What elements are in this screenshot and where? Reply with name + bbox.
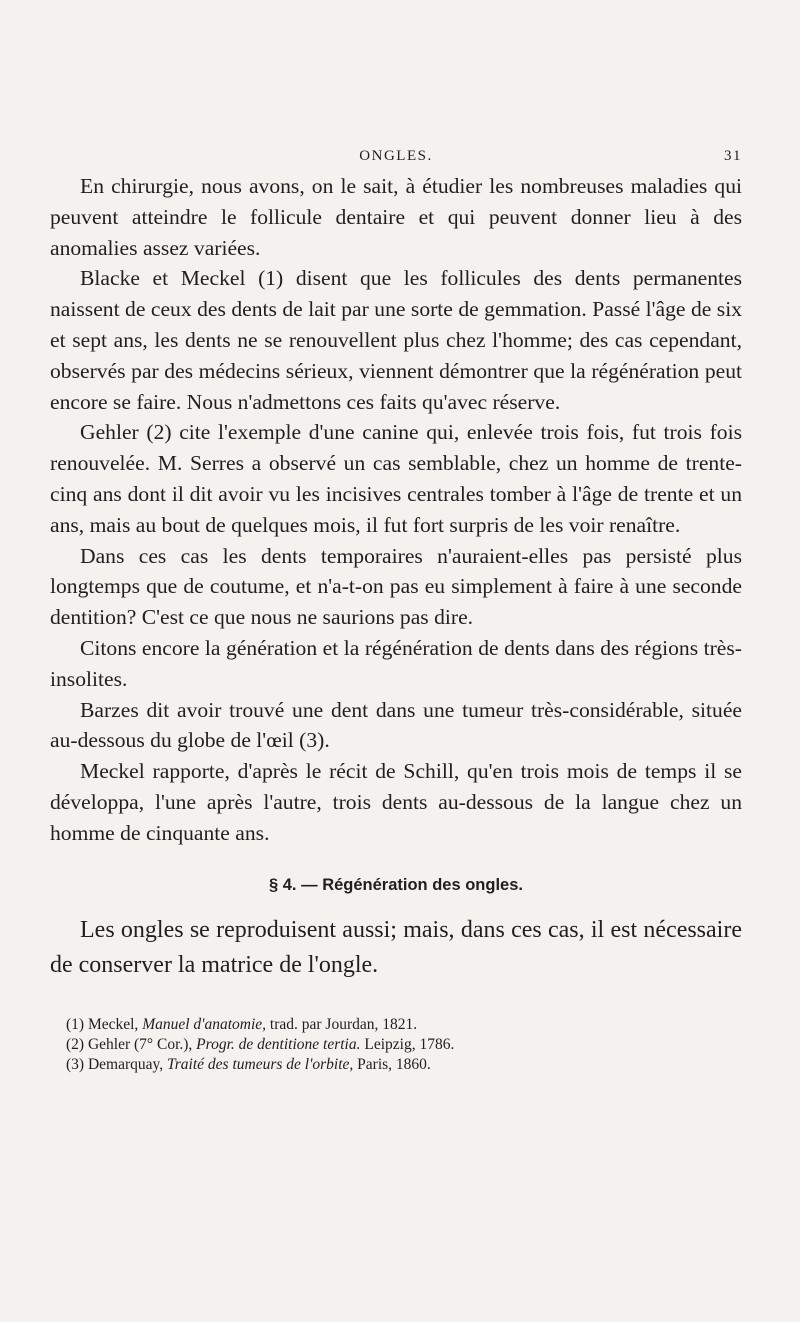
footnote-author: Demarquay, <box>87 1056 164 1073</box>
section-body <box>50 913 742 983</box>
footnote <box>66 1035 742 1055</box>
paragraph: Barzes dit avoir trouvé une dent dans une tumeur très-considérable, située au-dessous du globe de l'œil (3). <box>50 697 742 753</box>
paragraph: Dans ces cas les dents temporaires n'auraient-elles pas persisté plus longtemps que de coutume, et n'a-t-on pas eu simplement à faire à une seconde dentition? C'est ce que nous ne saurions pas dire. <box>50 543 742 630</box>
footnote <box>66 1015 742 1035</box>
paragraph: En chirurgie, nous avons, on le sait, à étudier les nombreuses maladies qui peuvent atteindre le follicule dentaire et qui peuvent donner lieu à des anomalies assez variées. <box>50 174 742 260</box>
footnote <box>66 1055 742 1075</box>
footnote-rest: Paris, 1860. <box>357 1056 431 1073</box>
paragraph: Citons encore la génération et la régénération de dents dans des régions très-insolites. <box>50 635 742 691</box>
footnote-mark: (2) <box>66 1036 85 1053</box>
footnote-work: Manuel d'anatomie, <box>142 1016 267 1033</box>
footnote-author: Meckel, <box>87 1016 139 1033</box>
paragraph: Blacke et Meckel (1) disent que les follicules des dents permanentes naissent de ceux des dents de lait par une sorte de gemmation. Passé l'âge de six et sept ans, les dents ne se renouvellent plus chez l'homme; des cas cependant, observés par des médecins sérieux, viennent démontrer que la régénération peut encore se faire. Nous n'admettons ces faits qu'avec réserve. <box>50 266 742 414</box>
footnote-mark: (1) <box>66 1016 85 1033</box>
paragraph: Gehler (2) cite l'exemple d'une canine qui, enlevée trois fois, fut trois fois renouvelée. M. Serres a observé un cas semblable, chez un homme de trente-cinq ans dont il dit avoir vu les incisives centrales tomber à l'âge de trente et un ans, mais au bout de quelques mois, il fut fort surpris de les voir renaître. <box>50 420 742 537</box>
paragraph: Meckel rapporte, d'après le récit de Schill, qu'en trois mois de temps il se développa, l'une après l'autre, trois dents au-dessous de la langue chez un homme de cinquante ans. <box>50 759 742 845</box>
footnote-rest: Leipzig, 1786. <box>364 1036 455 1053</box>
body-text <box>50 171 742 849</box>
footnote-author: Gehler (7° Cor.), <box>87 1036 193 1053</box>
section-heading: § 4. — Régénération des ongles. <box>269 876 523 894</box>
footnote-mark: (3) <box>66 1056 85 1073</box>
running-title: ONGLES. <box>359 148 433 164</box>
footnote-work: Progr. de dentitione tertia. <box>196 1036 361 1053</box>
section-paragraph: Les ongles se reproduisent aussi; mais, dans ces cas, il est nécessaire de conserver la matrice de l'ongle. <box>50 917 742 978</box>
footnotes <box>50 1015 742 1075</box>
footnote-work: Traité des tumeurs de l'orbite, <box>167 1056 354 1073</box>
footnote-rest: trad. par Jourdan, 1821. <box>269 1016 418 1033</box>
page-number: 31 <box>724 148 742 164</box>
